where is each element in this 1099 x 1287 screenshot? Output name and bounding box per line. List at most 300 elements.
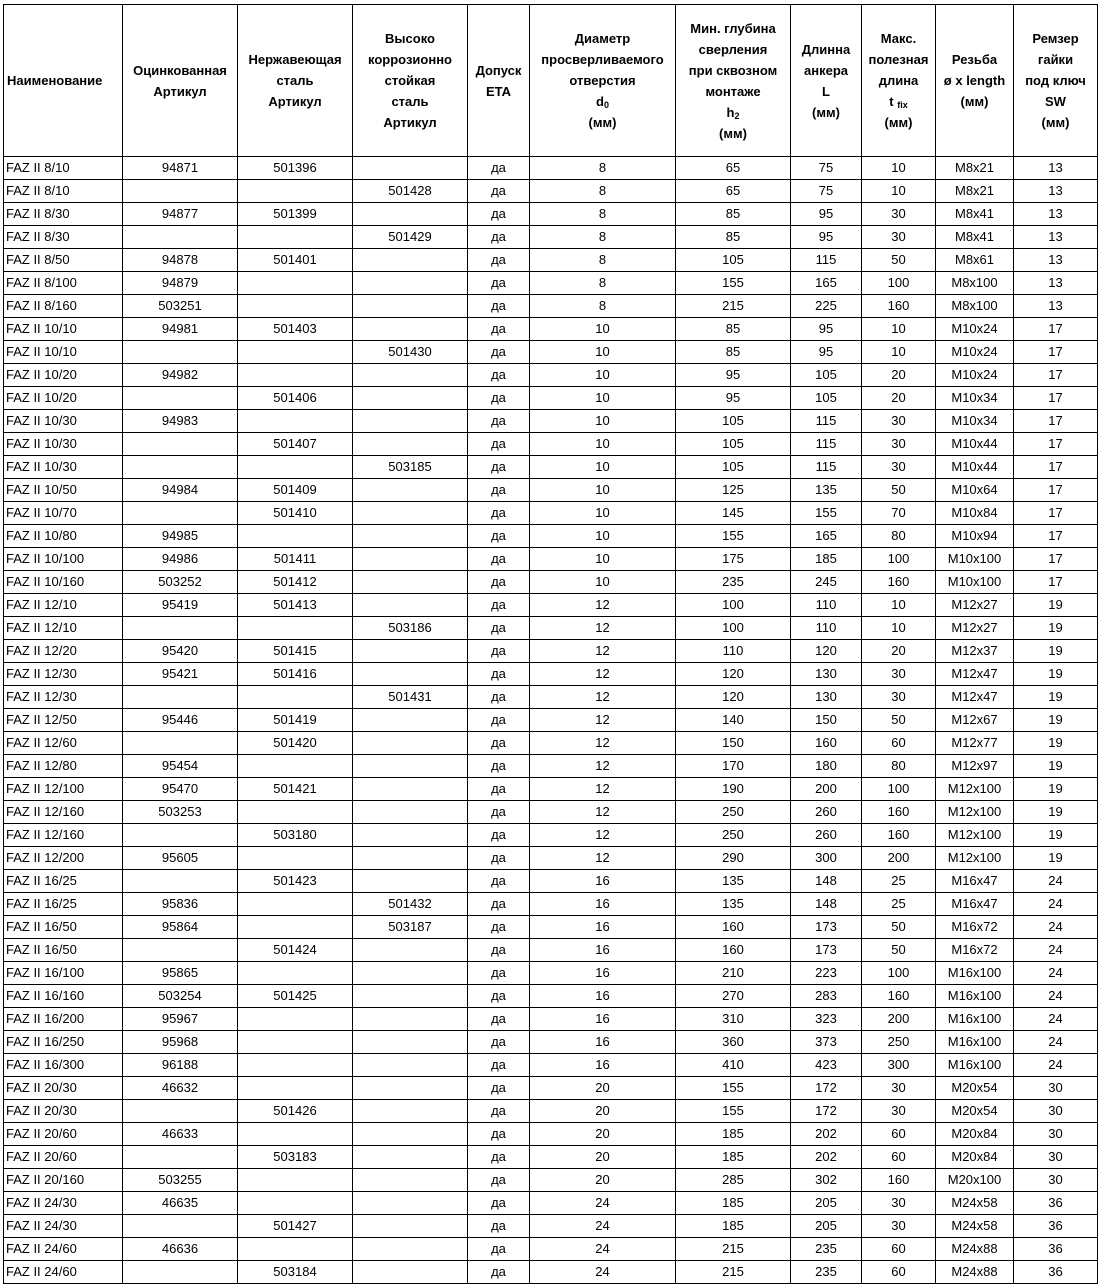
cell-drill-depth: 155 <box>676 525 791 548</box>
cell-hcr-article <box>353 1238 468 1261</box>
cell-max-fixture-length: 30 <box>862 226 936 249</box>
cell-drill-depth: 215 <box>676 1238 791 1261</box>
cell-eta: да <box>468 548 530 571</box>
cell-galvanized-article: 94983 <box>123 410 238 433</box>
cell-hcr-article <box>353 962 468 985</box>
cell-hcr-article <box>353 732 468 755</box>
cell-name: FAZ II 12/30 <box>4 686 123 709</box>
cell-drill-diameter: 10 <box>530 502 676 525</box>
cell-drill-diameter: 20 <box>530 1077 676 1100</box>
cell-name: FAZ II 8/10 <box>4 180 123 203</box>
cell-galvanized-article: 46632 <box>123 1077 238 1100</box>
cell-stainless-article: 501410 <box>238 502 353 525</box>
cell-hcr-article <box>353 272 468 295</box>
cell-anchor-length: 172 <box>791 1100 862 1123</box>
cell-anchor-length: 115 <box>791 456 862 479</box>
cell-galvanized-article <box>123 1261 238 1284</box>
cell-stainless-article: 501407 <box>238 433 353 456</box>
cell-galvanized-article <box>123 1146 238 1169</box>
cell-drill-depth: 145 <box>676 502 791 525</box>
cell-wrench-size: 17 <box>1014 318 1098 341</box>
cell-stainless-article <box>238 456 353 479</box>
cell-galvanized-article: 95421 <box>123 663 238 686</box>
cell-stainless-article: 501396 <box>238 157 353 180</box>
cell-eta: да <box>468 525 530 548</box>
cell-drill-diameter: 10 <box>530 318 676 341</box>
cell-hcr-article: 503185 <box>353 456 468 479</box>
cell-drill-diameter: 12 <box>530 801 676 824</box>
cell-eta: да <box>468 1054 530 1077</box>
cell-stainless-article: 501415 <box>238 640 353 663</box>
cell-hcr-article: 503187 <box>353 916 468 939</box>
table-row <box>4 364 1098 387</box>
cell-galvanized-article: 95454 <box>123 755 238 778</box>
table-row <box>4 663 1098 686</box>
table-row <box>4 939 1098 962</box>
cell-stainless-article: 503184 <box>238 1261 353 1284</box>
cell-name: FAZ II 12/20 <box>4 640 123 663</box>
cell-eta: да <box>468 1192 530 1215</box>
cell-anchor-length: 225 <box>791 295 862 318</box>
cell-anchor-length: 302 <box>791 1169 862 1192</box>
cell-stainless-article: 501399 <box>238 203 353 226</box>
cell-drill-depth: 250 <box>676 824 791 847</box>
cell-thread: M12x47 <box>936 663 1014 686</box>
cell-drill-diameter: 12 <box>530 686 676 709</box>
cell-wrench-size: 24 <box>1014 1054 1098 1077</box>
cell-hcr-article <box>353 525 468 548</box>
cell-hcr-article <box>353 295 468 318</box>
cell-name: FAZ II 24/30 <box>4 1192 123 1215</box>
cell-galvanized-article: 94878 <box>123 249 238 272</box>
cell-eta: да <box>468 272 530 295</box>
cell-drill-diameter: 16 <box>530 1008 676 1031</box>
cell-stainless-article <box>238 847 353 870</box>
cell-max-fixture-length: 30 <box>862 1077 936 1100</box>
cell-drill-depth: 250 <box>676 801 791 824</box>
cell-wrench-size: 36 <box>1014 1261 1098 1284</box>
cell-thread: M10x24 <box>936 364 1014 387</box>
cell-drill-depth: 105 <box>676 433 791 456</box>
header-anchor-length: Длинна анкера L (мм) <box>791 5 862 157</box>
cell-anchor-length: 130 <box>791 663 862 686</box>
cell-name: FAZ II 16/100 <box>4 962 123 985</box>
cell-drill-depth: 310 <box>676 1008 791 1031</box>
cell-eta: да <box>468 686 530 709</box>
cell-thread: M12x97 <box>936 755 1014 778</box>
cell-drill-depth: 185 <box>676 1215 791 1238</box>
cell-drill-depth: 190 <box>676 778 791 801</box>
cell-galvanized-article <box>123 341 238 364</box>
cell-eta: да <box>468 755 530 778</box>
cell-drill-diameter: 16 <box>530 962 676 985</box>
cell-wrench-size: 19 <box>1014 847 1098 870</box>
table-row <box>4 571 1098 594</box>
cell-drill-depth: 185 <box>676 1192 791 1215</box>
cell-galvanized-article <box>123 870 238 893</box>
cell-drill-diameter: 12 <box>530 778 676 801</box>
header-thread: Резьба ø x length (мм) <box>936 5 1014 157</box>
cell-thread: M8x21 <box>936 157 1014 180</box>
cell-name: FAZ II 16/300 <box>4 1054 123 1077</box>
cell-galvanized-article: 94982 <box>123 364 238 387</box>
cell-drill-diameter: 24 <box>530 1215 676 1238</box>
cell-drill-depth: 65 <box>676 157 791 180</box>
cell-anchor-length: 155 <box>791 502 862 525</box>
cell-thread: M8x41 <box>936 203 1014 226</box>
table-row <box>4 686 1098 709</box>
cell-drill-depth: 65 <box>676 180 791 203</box>
cell-galvanized-article <box>123 1215 238 1238</box>
cell-thread: M8x100 <box>936 295 1014 318</box>
cell-name: FAZ II 20/30 <box>4 1077 123 1100</box>
cell-thread: M12x27 <box>936 617 1014 640</box>
cell-hcr-article <box>353 1261 468 1284</box>
cell-thread: M12x77 <box>936 732 1014 755</box>
cell-max-fixture-length: 30 <box>862 663 936 686</box>
cell-wrench-size: 17 <box>1014 525 1098 548</box>
cell-anchor-length: 105 <box>791 364 862 387</box>
cell-stainless-article: 501419 <box>238 709 353 732</box>
cell-galvanized-article <box>123 824 238 847</box>
cell-anchor-length: 115 <box>791 433 862 456</box>
cell-wrench-size: 24 <box>1014 1031 1098 1054</box>
cell-drill-depth: 150 <box>676 732 791 755</box>
cell-drill-depth: 135 <box>676 870 791 893</box>
cell-wrench-size: 19 <box>1014 617 1098 640</box>
header-name: Наименование <box>4 5 123 157</box>
cell-stainless-article: 503180 <box>238 824 353 847</box>
cell-drill-depth: 185 <box>676 1146 791 1169</box>
cell-thread: M16x72 <box>936 916 1014 939</box>
cell-eta: да <box>468 1146 530 1169</box>
table-row <box>4 226 1098 249</box>
cell-eta: да <box>468 1077 530 1100</box>
cell-drill-diameter: 16 <box>530 939 676 962</box>
cell-wrench-size: 17 <box>1014 479 1098 502</box>
table-row <box>4 1215 1098 1238</box>
table-row <box>4 203 1098 226</box>
cell-max-fixture-length: 30 <box>862 1100 936 1123</box>
cell-wrench-size: 24 <box>1014 962 1098 985</box>
cell-galvanized-article: 503251 <box>123 295 238 318</box>
cell-name: FAZ II 16/50 <box>4 939 123 962</box>
cell-eta: да <box>468 318 530 341</box>
cell-hcr-article: 501431 <box>353 686 468 709</box>
table-row <box>4 870 1098 893</box>
cell-eta: да <box>468 479 530 502</box>
cell-hcr-article <box>353 249 468 272</box>
cell-drill-depth: 175 <box>676 548 791 571</box>
cell-name: FAZ II 12/50 <box>4 709 123 732</box>
cell-eta: да <box>468 1008 530 1031</box>
cell-name: FAZ II 8/50 <box>4 249 123 272</box>
cell-drill-diameter: 8 <box>530 295 676 318</box>
cell-max-fixture-length: 20 <box>862 387 936 410</box>
cell-name: FAZ II 10/160 <box>4 571 123 594</box>
cell-wrench-size: 19 <box>1014 709 1098 732</box>
cell-name: FAZ II 10/30 <box>4 410 123 433</box>
cell-eta: да <box>468 663 530 686</box>
cell-hcr-article <box>353 1100 468 1123</box>
cell-max-fixture-length: 100 <box>862 778 936 801</box>
cell-name: FAZ II 12/30 <box>4 663 123 686</box>
table-row <box>4 617 1098 640</box>
cell-name: FAZ II 20/30 <box>4 1100 123 1123</box>
cell-wrench-size: 19 <box>1014 594 1098 617</box>
cell-galvanized-article: 95865 <box>123 962 238 985</box>
cell-drill-depth: 85 <box>676 318 791 341</box>
cell-stainless-article <box>238 1192 353 1215</box>
table-row <box>4 847 1098 870</box>
cell-eta: да <box>468 456 530 479</box>
cell-max-fixture-length: 80 <box>862 755 936 778</box>
cell-drill-diameter: 10 <box>530 571 676 594</box>
cell-thread: M8x41 <box>936 226 1014 249</box>
cell-drill-depth: 410 <box>676 1054 791 1077</box>
cell-max-fixture-length: 25 <box>862 870 936 893</box>
cell-name: FAZ II 10/20 <box>4 364 123 387</box>
cell-galvanized-article <box>123 617 238 640</box>
cell-drill-diameter: 16 <box>530 893 676 916</box>
header-eta-approval: Допуск ETA <box>468 5 530 157</box>
cell-stainless-article: 501424 <box>238 939 353 962</box>
header-hcr-article: Высоко коррозионно стойкая сталь Артикул <box>353 5 468 157</box>
cell-max-fixture-length: 60 <box>862 1238 936 1261</box>
cell-name: FAZ II 12/200 <box>4 847 123 870</box>
cell-eta: да <box>468 157 530 180</box>
header-max-fixture-length: Макс. полезная длина t $_{fix}$ (мм) <box>862 5 936 157</box>
cell-stainless-article: 501416 <box>238 663 353 686</box>
table-row <box>4 1100 1098 1123</box>
cell-stainless-article <box>238 1077 353 1100</box>
cell-drill-diameter: 8 <box>530 272 676 295</box>
cell-thread: M10x64 <box>936 479 1014 502</box>
table-row <box>4 824 1098 847</box>
cell-wrench-size: 17 <box>1014 410 1098 433</box>
cell-max-fixture-length: 10 <box>862 594 936 617</box>
table-row <box>4 1077 1098 1100</box>
cell-name: FAZ II 12/100 <box>4 778 123 801</box>
cell-galvanized-article: 96188 <box>123 1054 238 1077</box>
cell-hcr-article <box>353 157 468 180</box>
cell-drill-diameter: 12 <box>530 732 676 755</box>
cell-thread: M20x54 <box>936 1077 1014 1100</box>
cell-eta: да <box>468 387 530 410</box>
cell-max-fixture-length: 30 <box>862 433 936 456</box>
cell-drill-diameter: 12 <box>530 847 676 870</box>
cell-name: FAZ II 16/25 <box>4 893 123 916</box>
cell-drill-diameter: 16 <box>530 870 676 893</box>
table-row <box>4 1054 1098 1077</box>
cell-thread: M20x100 <box>936 1169 1014 1192</box>
cell-thread: M10x24 <box>936 318 1014 341</box>
cell-hcr-article <box>353 364 468 387</box>
cell-max-fixture-length: 300 <box>862 1054 936 1077</box>
cell-max-fixture-length: 50 <box>862 916 936 939</box>
cell-wrench-size: 24 <box>1014 870 1098 893</box>
cell-galvanized-article <box>123 433 238 456</box>
cell-name: FAZ II 20/60 <box>4 1123 123 1146</box>
cell-galvanized-article <box>123 939 238 962</box>
cell-wrench-size: 19 <box>1014 801 1098 824</box>
cell-wrench-size: 17 <box>1014 502 1098 525</box>
cell-name: FAZ II 20/60 <box>4 1146 123 1169</box>
cell-galvanized-article <box>123 226 238 249</box>
cell-thread: M10x94 <box>936 525 1014 548</box>
cell-hcr-article <box>353 410 468 433</box>
cell-thread: M20x84 <box>936 1123 1014 1146</box>
cell-max-fixture-length: 20 <box>862 364 936 387</box>
cell-drill-depth: 105 <box>676 456 791 479</box>
cell-wrench-size: 30 <box>1014 1077 1098 1100</box>
cell-drill-depth: 235 <box>676 571 791 594</box>
cell-drill-depth: 185 <box>676 1123 791 1146</box>
cell-anchor-length: 165 <box>791 525 862 548</box>
cell-thread: M16x72 <box>936 939 1014 962</box>
table-row <box>4 1031 1098 1054</box>
cell-galvanized-article: 46636 <box>123 1238 238 1261</box>
cell-wrench-size: 17 <box>1014 548 1098 571</box>
cell-anchor-length: 115 <box>791 410 862 433</box>
cell-drill-depth: 85 <box>676 203 791 226</box>
cell-drill-diameter: 10 <box>530 548 676 571</box>
cell-thread: M24x88 <box>936 1261 1014 1284</box>
cell-thread: M24x58 <box>936 1215 1014 1238</box>
table-body <box>4 157 1098 1284</box>
header-row <box>4 5 1098 157</box>
cell-stainless-article: 503183 <box>238 1146 353 1169</box>
cell-eta: да <box>468 985 530 1008</box>
cell-hcr-article <box>353 433 468 456</box>
cell-thread: M12x100 <box>936 847 1014 870</box>
table-row <box>4 410 1098 433</box>
cell-stainless-article <box>238 1031 353 1054</box>
cell-name: FAZ II 12/10 <box>4 617 123 640</box>
cell-drill-depth: 95 <box>676 364 791 387</box>
cell-anchor-length: 202 <box>791 1123 862 1146</box>
cell-wrench-size: 24 <box>1014 1008 1098 1031</box>
cell-max-fixture-length: 50 <box>862 249 936 272</box>
table-row <box>4 709 1098 732</box>
cell-hcr-article <box>353 203 468 226</box>
cell-name: FAZ II 20/160 <box>4 1169 123 1192</box>
cell-thread: M8x21 <box>936 180 1014 203</box>
cell-eta: да <box>468 410 530 433</box>
cell-anchor-length: 202 <box>791 1146 862 1169</box>
table-row <box>4 640 1098 663</box>
cell-hcr-article <box>353 1077 468 1100</box>
cell-drill-diameter: 20 <box>530 1123 676 1146</box>
cell-wrench-size: 36 <box>1014 1215 1098 1238</box>
cell-max-fixture-length: 10 <box>862 157 936 180</box>
cell-hcr-article <box>353 1031 468 1054</box>
cell-anchor-length: 300 <box>791 847 862 870</box>
table-row <box>4 249 1098 272</box>
cell-galvanized-article: 94984 <box>123 479 238 502</box>
cell-stainless-article <box>238 755 353 778</box>
cell-max-fixture-length: 30 <box>862 1215 936 1238</box>
cell-wrench-size: 30 <box>1014 1169 1098 1192</box>
cell-drill-diameter: 16 <box>530 1031 676 1054</box>
cell-anchor-length: 223 <box>791 962 862 985</box>
table-row <box>4 180 1098 203</box>
table-row <box>4 1123 1098 1146</box>
cell-stainless-article <box>238 341 353 364</box>
cell-hcr-article <box>353 801 468 824</box>
table-row <box>4 341 1098 364</box>
cell-drill-diameter: 10 <box>530 410 676 433</box>
cell-galvanized-article: 95864 <box>123 916 238 939</box>
cell-thread: M16x100 <box>936 985 1014 1008</box>
cell-stainless-article <box>238 272 353 295</box>
cell-max-fixture-length: 10 <box>862 180 936 203</box>
cell-galvanized-article: 95968 <box>123 1031 238 1054</box>
table-row <box>4 387 1098 410</box>
cell-eta: да <box>468 617 530 640</box>
cell-galvanized-article: 94985 <box>123 525 238 548</box>
cell-eta: да <box>468 640 530 663</box>
cell-stainless-article <box>238 1054 353 1077</box>
cell-hcr-article: 501428 <box>353 180 468 203</box>
cell-wrench-size: 19 <box>1014 663 1098 686</box>
cell-thread: M10x34 <box>936 410 1014 433</box>
cell-name: FAZ II 16/25 <box>4 870 123 893</box>
cell-hcr-article <box>353 479 468 502</box>
cell-stainless-article <box>238 1123 353 1146</box>
cell-max-fixture-length: 60 <box>862 732 936 755</box>
cell-max-fixture-length: 10 <box>862 318 936 341</box>
cell-stainless-article: 501413 <box>238 594 353 617</box>
cell-eta: да <box>468 1215 530 1238</box>
cell-drill-depth: 85 <box>676 341 791 364</box>
table-row <box>4 893 1098 916</box>
cell-anchor-length: 205 <box>791 1215 862 1238</box>
cell-drill-diameter: 12 <box>530 755 676 778</box>
cell-name: FAZ II 24/60 <box>4 1261 123 1284</box>
cell-galvanized-article: 95420 <box>123 640 238 663</box>
cell-wrench-size: 19 <box>1014 824 1098 847</box>
cell-name: FAZ II 12/80 <box>4 755 123 778</box>
cell-max-fixture-length: 25 <box>862 893 936 916</box>
cell-anchor-length: 180 <box>791 755 862 778</box>
cell-drill-diameter: 24 <box>530 1238 676 1261</box>
cell-name: FAZ II 8/160 <box>4 295 123 318</box>
cell-thread: M16x47 <box>936 870 1014 893</box>
cell-thread: M10x24 <box>936 341 1014 364</box>
cell-wrench-size: 17 <box>1014 456 1098 479</box>
table-row <box>4 525 1098 548</box>
cell-galvanized-article: 95470 <box>123 778 238 801</box>
cell-hcr-article: 503186 <box>353 617 468 640</box>
cell-drill-depth: 120 <box>676 686 791 709</box>
cell-anchor-length: 110 <box>791 594 862 617</box>
cell-wrench-size: 13 <box>1014 157 1098 180</box>
cell-wrench-size: 17 <box>1014 387 1098 410</box>
cell-drill-diameter: 10 <box>530 479 676 502</box>
cell-thread: M16x100 <box>936 1031 1014 1054</box>
cell-anchor-length: 235 <box>791 1261 862 1284</box>
cell-name: FAZ II 12/10 <box>4 594 123 617</box>
cell-eta: да <box>468 502 530 525</box>
cell-max-fixture-length: 160 <box>862 1169 936 1192</box>
cell-thread: M12x67 <box>936 709 1014 732</box>
cell-stainless-article <box>238 364 353 387</box>
cell-eta: да <box>468 824 530 847</box>
cell-drill-diameter: 10 <box>530 364 676 387</box>
cell-stainless-article: 501420 <box>238 732 353 755</box>
cell-hcr-article <box>353 594 468 617</box>
